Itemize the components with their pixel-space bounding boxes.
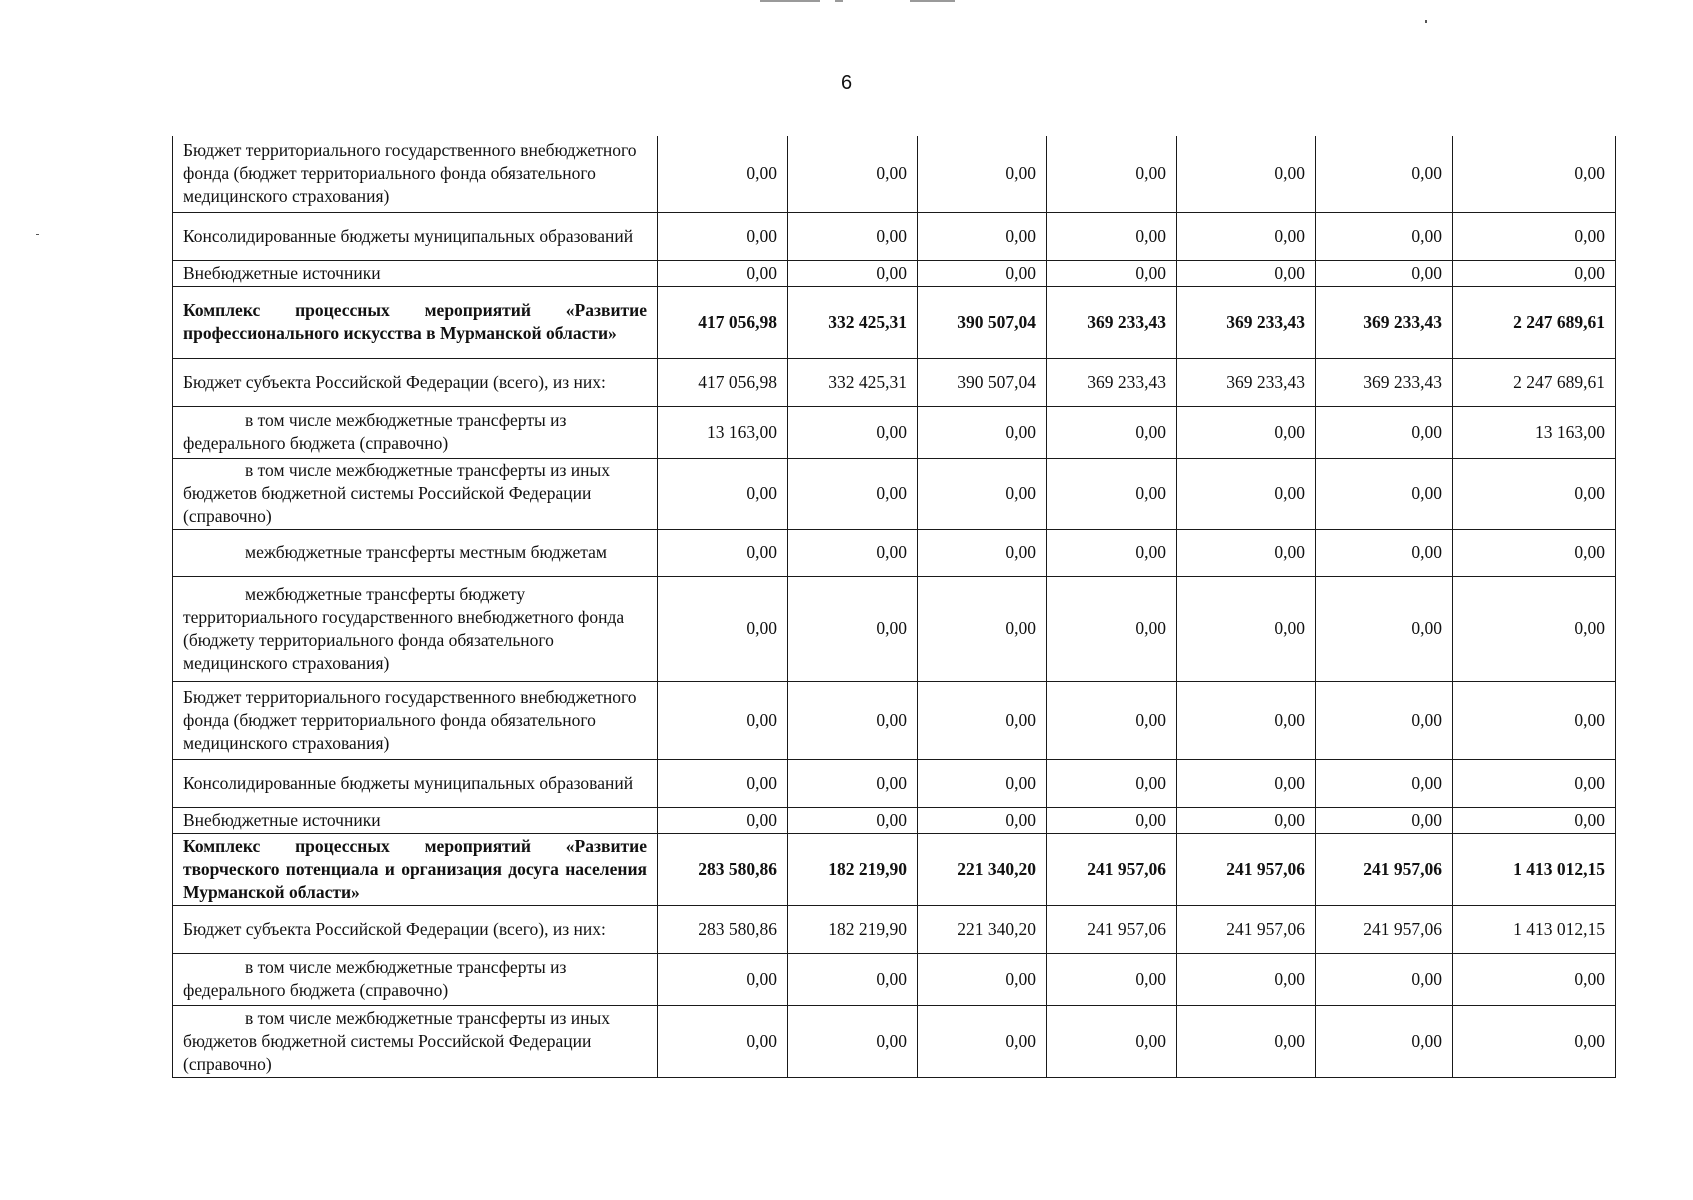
cell-value: 1 413 012,15 (1453, 833, 1616, 905)
cell-value: 0,00 (1177, 953, 1316, 1005)
row-label-indented (173, 953, 658, 1005)
table-row (173, 576, 1616, 681)
cell-value: 241 957,06 (1177, 833, 1316, 905)
row-label: Внебюджетные источники (173, 807, 658, 833)
cell-value: 332 425,31 (788, 286, 918, 358)
cell-value: 0,00 (658, 681, 788, 759)
cell-value: 0,00 (1453, 807, 1616, 833)
cell-value: 0,00 (1453, 529, 1616, 576)
cell-value: 0,00 (788, 406, 918, 458)
table-row (173, 1005, 1616, 1077)
row-label: в том числе межбюджетные трансферты из иных бюджетов бюджетной системы Российской Федерации (справочно) (183, 460, 610, 526)
cell-value: 2 247 689,61 (1453, 286, 1616, 358)
cell-value: 0,00 (1316, 953, 1453, 1005)
cell-value: 241 957,06 (1316, 905, 1453, 953)
cell-value: 0,00 (1453, 953, 1616, 1005)
table-row (173, 212, 1616, 260)
cell-value: 0,00 (788, 576, 918, 681)
cell-value: 0,00 (1453, 681, 1616, 759)
cell-value: 0,00 (1047, 807, 1177, 833)
cell-value: 0,00 (1177, 576, 1316, 681)
row-label: в том числе межбюджетные трансферты из федерального бюджета (справочно) (183, 410, 567, 453)
row-label-indented (173, 576, 658, 681)
cell-value: 0,00 (918, 807, 1047, 833)
cell-value: 0,00 (918, 458, 1047, 529)
cell-value: 0,00 (918, 759, 1047, 807)
cell-value: 0,00 (1177, 212, 1316, 260)
cell-value: 332 425,31 (788, 358, 918, 406)
cell-value: 390 507,04 (918, 358, 1047, 406)
row-label: Консолидированные бюджеты муниципальных образований (173, 212, 658, 260)
cell-value: 0,00 (918, 212, 1047, 260)
cell-value: 0,00 (1177, 759, 1316, 807)
row-label: в том числе межбюджетные трансферты из федерального бюджета (справочно) (183, 957, 567, 1000)
cell-value: 221 340,20 (918, 905, 1047, 953)
cell-value: 417 056,98 (658, 286, 788, 358)
row-label: Внебюджетные источники (173, 260, 658, 286)
cell-value: 0,00 (658, 807, 788, 833)
row-label: Консолидированные бюджеты муниципальных образований (173, 759, 658, 807)
cell-value: 241 957,06 (1047, 833, 1177, 905)
cell-value: 241 957,06 (1177, 905, 1316, 953)
row-label: Бюджет субъекта Российской Федерации (всего), из них: (173, 358, 658, 406)
row-label: межбюджетные трансферты местным бюджетам (245, 542, 607, 562)
cell-value: 0,00 (658, 260, 788, 286)
cell-value: 0,00 (788, 458, 918, 529)
cell-value: 0,00 (918, 953, 1047, 1005)
row-label: межбюджетные трансферты бюджету территориального государственного внебюджетного фонда (бюджету территориального фонда обязательного медицинского страхования) (183, 583, 625, 673)
cell-value: 0,00 (1316, 136, 1453, 212)
page-number: 6 (840, 72, 853, 94)
cell-value: 0,00 (1047, 576, 1177, 681)
row-label-indented (173, 406, 658, 458)
table-row (173, 681, 1616, 759)
cell-value: 0,00 (1047, 953, 1177, 1005)
cell-value: 182 219,90 (788, 905, 918, 953)
cell-value: 369 233,43 (1177, 358, 1316, 406)
cell-value: 0,00 (1316, 576, 1453, 681)
cell-value: 0,00 (1453, 1005, 1616, 1077)
row-label: Бюджет субъекта Российской Федерации (всего), из них: (173, 905, 658, 953)
cell-value: 0,00 (788, 260, 918, 286)
cell-value: 0,00 (1047, 136, 1177, 212)
cell-value: 0,00 (1177, 406, 1316, 458)
budget-table (172, 136, 1616, 1078)
cell-value: 0,00 (1177, 1005, 1316, 1077)
cell-value: 0,00 (1177, 681, 1316, 759)
cell-value: 2 247 689,61 (1453, 358, 1616, 406)
table-row (173, 905, 1616, 953)
cell-value: 0,00 (1316, 1005, 1453, 1077)
cell-value: 0,00 (658, 458, 788, 529)
cell-value: 0,00 (918, 1005, 1047, 1077)
row-label: Бюджет территориального государственного внебюджетного фонда (бюджет территориального фонда обязательного медицинского страхования) (173, 136, 658, 212)
table-row (173, 953, 1616, 1005)
section-label: Комплекс процессных мероприятий «Развитие профессионального искусства в Мурманской области» (173, 286, 658, 358)
cell-value: 0,00 (658, 953, 788, 1005)
cell-value: 0,00 (1047, 212, 1177, 260)
table-row (173, 458, 1616, 529)
row-label-indented (173, 529, 658, 576)
cell-value: 0,00 (1177, 807, 1316, 833)
cell-value: 0,00 (1047, 406, 1177, 458)
cell-value: 0,00 (788, 807, 918, 833)
cell-value: 0,00 (788, 759, 918, 807)
cell-value: 0,00 (1453, 136, 1616, 212)
cell-value: 0,00 (1316, 406, 1453, 458)
table-row (173, 807, 1616, 833)
cell-value: 369 233,43 (1047, 358, 1177, 406)
cell-value: 0,00 (1316, 759, 1453, 807)
cell-value: 0,00 (1177, 260, 1316, 286)
scan-speck (36, 234, 39, 235)
cell-value: 0,00 (1047, 681, 1177, 759)
cell-value: 0,00 (1453, 260, 1616, 286)
cell-value: 0,00 (1453, 576, 1616, 681)
cell-value: 0,00 (918, 529, 1047, 576)
row-label: в том числе межбюджетные трансферты из иных бюджетов бюджетной системы Российской Федерации (справочно) (183, 1007, 610, 1074)
cell-value: 182 219,90 (788, 833, 918, 905)
table-row (173, 260, 1616, 286)
row-label-indented (173, 1005, 658, 1077)
cell-value: 0,00 (1177, 136, 1316, 212)
cell-value: 390 507,04 (918, 286, 1047, 358)
cell-value: 0,00 (658, 212, 788, 260)
cell-value: 0,00 (1453, 212, 1616, 260)
cell-value: 0,00 (918, 681, 1047, 759)
cell-value: 0,00 (658, 576, 788, 681)
cell-value: 0,00 (788, 529, 918, 576)
cell-value: 221 340,20 (918, 833, 1047, 905)
table-row (173, 529, 1616, 576)
cell-value: 283 580,86 (658, 905, 788, 953)
row-label: Бюджет территориального государственного внебюджетного фонда (бюджет территориального фонда обязательного медицинского страхования) (173, 681, 658, 759)
cell-value: 369 233,43 (1047, 286, 1177, 358)
cell-value: 0,00 (918, 260, 1047, 286)
cell-value: 241 957,06 (1047, 905, 1177, 953)
cell-value: 0,00 (1316, 458, 1453, 529)
cell-value: 0,00 (1177, 529, 1316, 576)
cell-value: 0,00 (1047, 458, 1177, 529)
table-row (173, 136, 1616, 212)
table-row (173, 759, 1616, 807)
cell-value: 0,00 (788, 953, 918, 1005)
cell-value: 13 163,00 (1453, 406, 1616, 458)
cell-value: 0,00 (1316, 260, 1453, 286)
table-row (173, 358, 1616, 406)
cell-value: 417 056,98 (658, 358, 788, 406)
cell-value: 283 580,86 (658, 833, 788, 905)
cell-value: 0,00 (658, 1005, 788, 1077)
cell-value: 0,00 (788, 681, 918, 759)
cell-value: 0,00 (1047, 529, 1177, 576)
cell-value: 0,00 (1316, 681, 1453, 759)
section-label: Комплекс процессных мероприятий «Развитие творческого потенциала и организация досуга населения Мурманской области» (173, 833, 658, 905)
row-label-indented (173, 458, 658, 529)
scan-artifact-top (760, 0, 960, 3)
cell-value: 0,00 (1047, 759, 1177, 807)
cell-value: 0,00 (1047, 1005, 1177, 1077)
cell-value: 0,00 (1453, 759, 1616, 807)
cell-value: 369 233,43 (1316, 286, 1453, 358)
scan-speck (1425, 20, 1427, 23)
cell-value: 0,00 (788, 212, 918, 260)
cell-value: 369 233,43 (1177, 286, 1316, 358)
cell-value: 0,00 (788, 1005, 918, 1077)
cell-value: 0,00 (1316, 807, 1453, 833)
cell-value: 369 233,43 (1316, 358, 1453, 406)
cell-value: 13 163,00 (658, 406, 788, 458)
cell-value: 0,00 (1177, 458, 1316, 529)
cell-value: 0,00 (658, 136, 788, 212)
cell-value: 0,00 (658, 529, 788, 576)
cell-value: 0,00 (918, 136, 1047, 212)
cell-value: 1 413 012,15 (1453, 905, 1616, 953)
cell-value: 241 957,06 (1316, 833, 1453, 905)
cell-value: 0,00 (1453, 458, 1616, 529)
cell-value: 0,00 (918, 576, 1047, 681)
cell-value: 0,00 (1047, 260, 1177, 286)
cell-value: 0,00 (788, 136, 918, 212)
table-row (173, 406, 1616, 458)
table-row-section (173, 286, 1616, 358)
cell-value: 0,00 (1316, 529, 1453, 576)
cell-value: 0,00 (918, 406, 1047, 458)
table-row-section (173, 833, 1616, 905)
cell-value: 0,00 (1316, 212, 1453, 260)
cell-value: 0,00 (658, 759, 788, 807)
